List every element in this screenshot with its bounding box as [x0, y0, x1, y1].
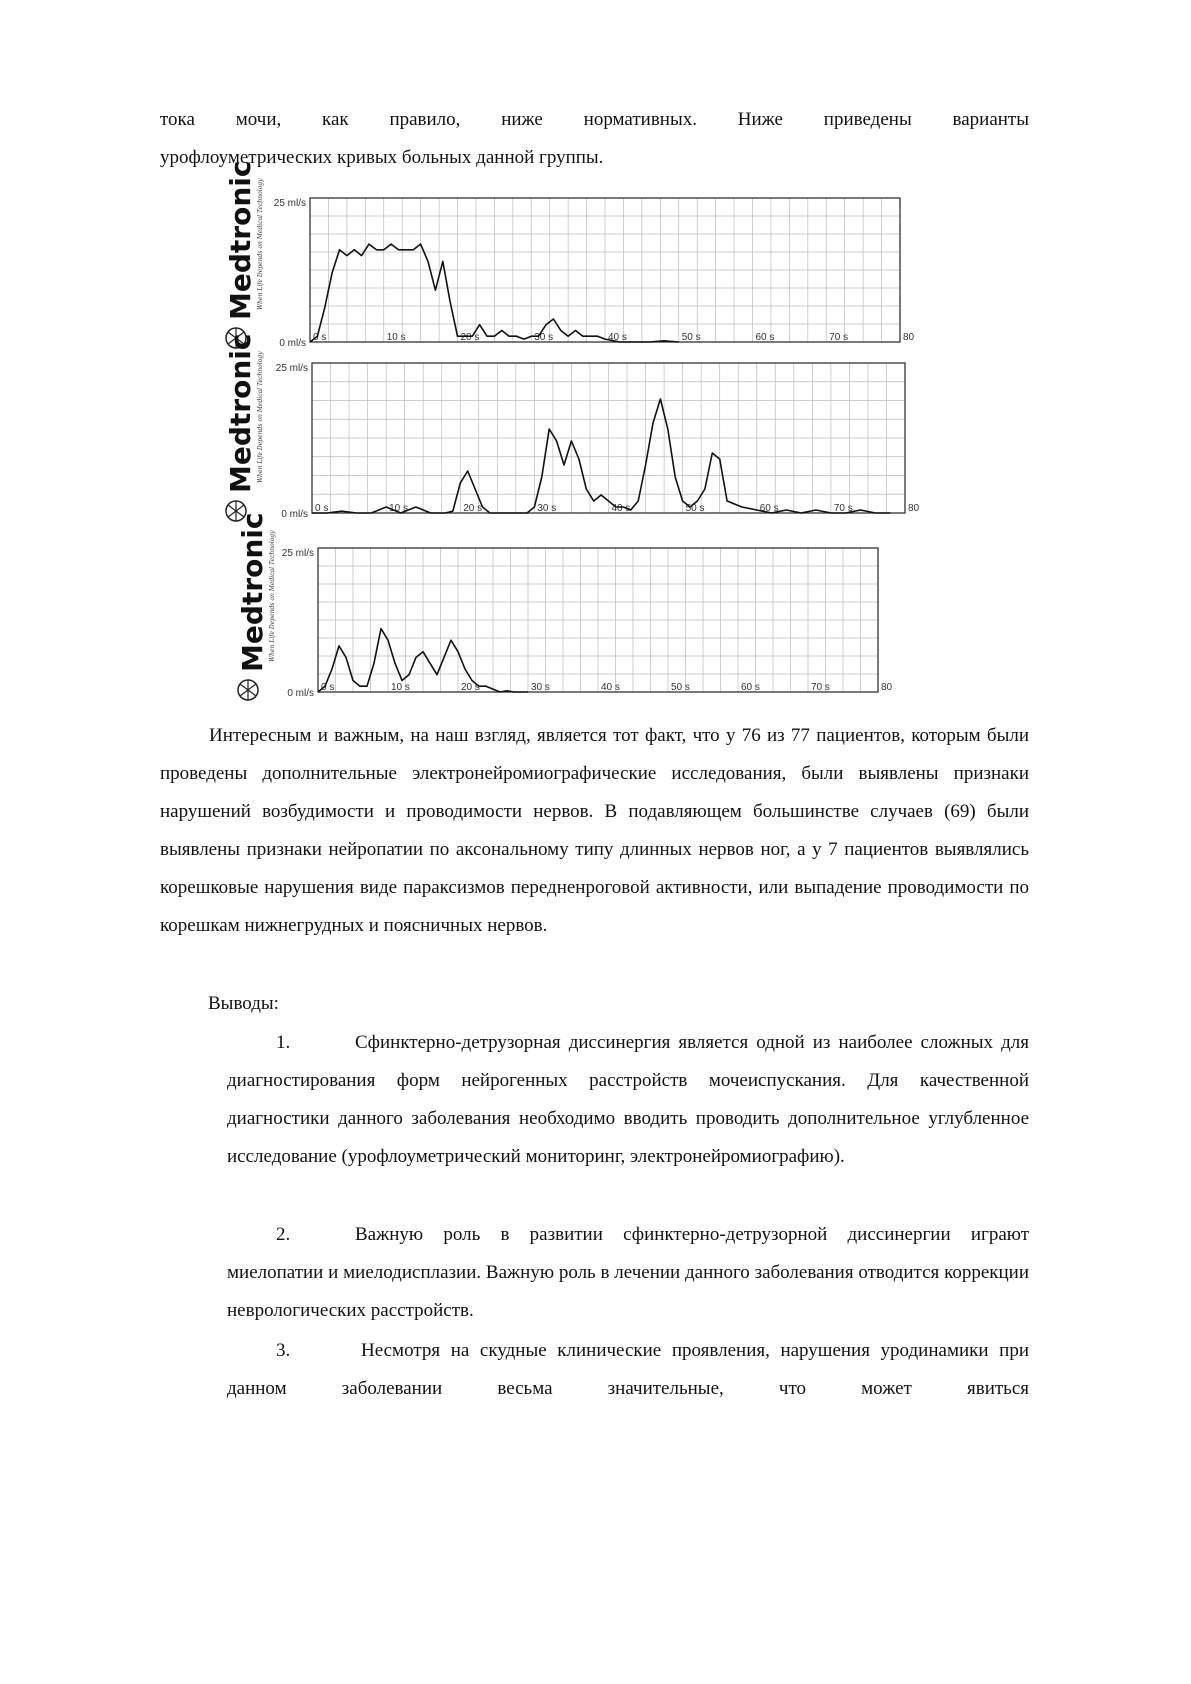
conclusion-number: 3.	[276, 1340, 291, 1361]
x-tick-label: 60 s	[741, 682, 760, 693]
x-tick-label: 0 s	[313, 332, 327, 343]
y-axis-bottom-label: 0 ml/s	[281, 509, 308, 520]
plot-area	[282, 548, 893, 699]
chart-svg	[222, 512, 893, 702]
x-tick-label: 20 s	[463, 503, 483, 514]
uroflow-chart-3	[222, 512, 893, 702]
conclusion-text: Важную роль в развитии сфинктерно-детрузорной диссинергии играют миелопатии и миелодисплазии. Важную роль в лечении данного заболевания отводится коррекции неврологических расстройств.	[227, 1224, 1029, 1321]
plot-area	[276, 363, 920, 520]
emblem-icon	[240, 680, 256, 700]
tagline-text: When Life Depends on Medical Technology	[269, 530, 276, 662]
x-tick-label: 70 s	[811, 682, 830, 693]
conclusion-number: 1.	[276, 1032, 291, 1053]
x-tick-label: 80	[903, 332, 915, 343]
brand-text: Medtronic	[224, 333, 257, 493]
x-tick-label: 40 s	[608, 332, 627, 343]
medtronic-logo	[224, 161, 264, 348]
plot-area	[274, 198, 915, 349]
conclusions-heading: Выводы:	[208, 993, 279, 1014]
x-tick-label: 50 s	[671, 682, 690, 693]
conclusion-text: Несмотря на скудные клинические проявления, нарушения уродинамики при данном заболевании весьма значительные, что может явиться	[227, 1340, 1029, 1399]
x-tick-label: 0 s	[315, 503, 329, 514]
x-tick-label: 30 s	[537, 503, 557, 514]
uroflow-chart-1	[210, 160, 915, 350]
flow-curve	[312, 399, 890, 513]
medtronic-logo	[224, 334, 264, 521]
x-tick-label: 10 s	[391, 682, 410, 693]
tagline-text: When Life Depends on Medical Technology	[257, 351, 264, 483]
medtronic-logo	[236, 513, 276, 700]
x-tick-label: 50 s	[681, 332, 701, 343]
uroflow-chart-2	[210, 333, 920, 523]
x-tick-label: 20 s	[461, 682, 480, 693]
x-tick-label: 80	[881, 682, 893, 693]
x-tick-label: 40 s	[611, 503, 631, 514]
y-axis-top-label: 25 ml/s	[281, 548, 314, 559]
x-tick-label: 60 s	[759, 503, 779, 514]
x-tick-label: 80	[908, 503, 920, 514]
x-tick-label: 70 s	[833, 503, 853, 514]
chart-svg	[210, 160, 915, 350]
brand-text: Medtronic	[224, 160, 257, 320]
x-tick-label: 70 s	[829, 332, 849, 343]
x-tick-label: 60 s	[755, 332, 775, 343]
x-tick-label: 40 s	[601, 682, 620, 693]
tagline-text: When Life Depends on Medical Technology	[257, 178, 264, 310]
chart-svg	[210, 333, 920, 523]
x-tick-label: 30 s	[531, 682, 550, 693]
y-axis-bottom-label: 0 ml/s	[279, 338, 306, 349]
body-paragraph: Интересным и важным, на наш взгляд, является тот факт, что у 76 из 77 пациентов, которым были проведены дополнительные электронейромиографические исследования, были выявлены признаки нарушений возбудимости и проводимости нервов. В подавляющем большинстве случаев (69) были выявлены признаки нейропатии по аксональному типу длинных нервов ног, а у 7 пациентов выявлялись корешковые нарушения виде параксизмов передненроговой активности, или выпадение проводимости по корешкам нижнегрудных и поясничных нервов.	[160, 725, 1029, 936]
brand-text: Medtronic	[236, 512, 269, 672]
y-axis-top-label: 25 ml/s	[273, 198, 306, 209]
x-tick-label: 10 s	[386, 332, 406, 343]
conclusion-text: Сфинктерно-детрузорная диссинергия является одной из наиболее сложных для диагностирования форм нейрогенных расстройств мочеиспускания. Для качественной диагностики данного заболевания необходимо вводить проводить дополнительное углубленное исследование (урофлоуметрический мониторинг, электронейромиографию).	[227, 1032, 1029, 1167]
paragraph-line: урофлоуметрических кривых больных данной группы.	[160, 147, 604, 168]
paragraph-line: тока мочи, как правило, ниже нормативных. Ниже приведены варианты	[160, 109, 1029, 130]
conclusion-number: 2.	[276, 1224, 291, 1245]
x-tick-label: 10 s	[389, 503, 409, 514]
x-tick-label: 30 s	[534, 332, 554, 343]
x-tick-label: 50 s	[685, 503, 705, 514]
x-tick-label: 0 s	[321, 682, 335, 693]
y-axis-bottom-label: 0 ml/s	[287, 688, 314, 699]
x-tick-label: 20 s	[460, 332, 480, 343]
y-axis-top-label: 25 ml/s	[275, 363, 308, 374]
